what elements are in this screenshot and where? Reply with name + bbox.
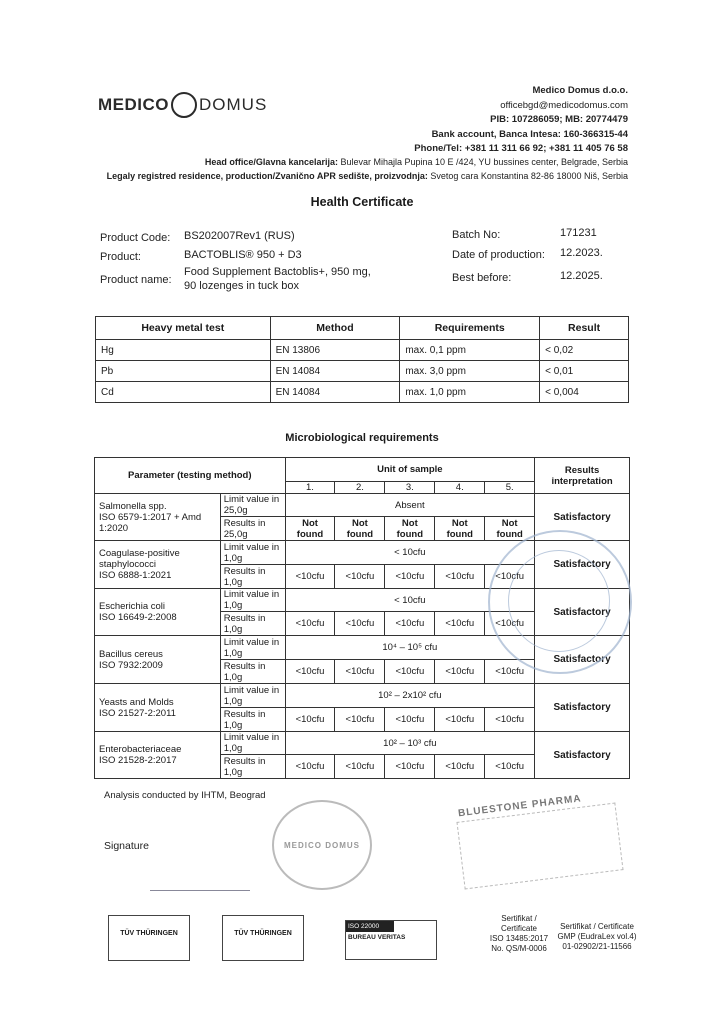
unit-number: 4. bbox=[435, 482, 485, 494]
logo-right-text: DOMUS bbox=[199, 95, 268, 114]
batch-label: Batch No: bbox=[452, 229, 501, 241]
limit-value: 10² – 10³ cfu bbox=[285, 732, 535, 755]
micro-header-row bbox=[95, 458, 630, 482]
parameter-line: ISO 6579-1:2017 + Amd bbox=[99, 511, 202, 523]
result-cell: <10cfu bbox=[435, 660, 485, 684]
limit-value: 10² – 2x10² cfu bbox=[285, 684, 535, 708]
method-value: EN 13806 bbox=[270, 340, 400, 361]
cert-line: No. QS/M-0006 bbox=[491, 944, 547, 953]
company-name: Medico Domus d.o.o. bbox=[532, 85, 628, 96]
result-cell: <10cfu bbox=[385, 660, 435, 684]
result-cell: <10cfu bbox=[385, 708, 435, 732]
parameter-line: 1:2020 bbox=[99, 522, 129, 534]
best-before-value: 12.2025. bbox=[560, 270, 603, 282]
result-cell: <10cfu bbox=[435, 755, 485, 779]
production-date-value: 12.2023. bbox=[560, 247, 603, 259]
parameter-cell bbox=[95, 494, 221, 541]
unit-number: 3. bbox=[385, 482, 435, 494]
document-title: Health Certificate bbox=[310, 195, 414, 209]
parameter-line: ISO 16649-2:2008 bbox=[99, 612, 177, 623]
result-cell: <10cfu bbox=[485, 660, 535, 684]
result-cell: <10cfu bbox=[335, 660, 385, 684]
product-code-label: Product Code: bbox=[100, 232, 171, 244]
parameter-line: Salmonella spp. bbox=[99, 500, 167, 512]
result-cell: <10cfu bbox=[285, 565, 335, 589]
limit-label: Limit value in 1,0g bbox=[220, 684, 285, 708]
result-cell: <10cfu bbox=[335, 755, 385, 779]
tuv-logo-text: TÜV THÜRINGEN bbox=[234, 930, 292, 937]
product-name-line1: Food Supplement Bactoblis+, 950 mg, bbox=[184, 266, 371, 278]
cert-line: Certificate bbox=[500, 924, 537, 933]
result-cell: <10cfu bbox=[335, 708, 385, 732]
heavy-metal-table bbox=[95, 316, 629, 403]
results-interpretation-header: Results interpretation bbox=[535, 458, 630, 494]
legal-residence-label: Legaly registred residence, production/Zvanično APR sedište, proizvodnja: bbox=[106, 171, 428, 181]
interpretation-value: Satisfactory bbox=[535, 684, 630, 732]
product-value: BACTOBLIS® 950 + D3 bbox=[184, 249, 302, 261]
parameter-line: staphylococci bbox=[99, 559, 157, 570]
parameter-cell bbox=[95, 684, 221, 732]
tuv-logo-text: TÜV THÜRINGEN bbox=[120, 930, 178, 937]
result-cell: <10cfu bbox=[385, 612, 435, 636]
interpretation-value: Satisfactory bbox=[535, 541, 630, 589]
heavy-metal-header-row bbox=[96, 317, 629, 340]
result-value: < 0,02 bbox=[540, 340, 629, 361]
results-label: Results in 1,0g bbox=[220, 755, 285, 779]
cert-line: Sertifikat / bbox=[501, 914, 537, 923]
signature-label: Signature bbox=[104, 840, 149, 852]
unit-number: 2. bbox=[335, 482, 385, 494]
result-cell: <10cfu bbox=[285, 755, 335, 779]
product-code-value: BS202007Rev1 (RUS) bbox=[184, 230, 295, 242]
result-cell: Not found bbox=[285, 517, 335, 541]
result-cell: <10cfu bbox=[485, 755, 535, 779]
unit-number: 1. bbox=[285, 482, 335, 494]
table-row bbox=[95, 494, 630, 517]
production-date-label: Date of production: bbox=[452, 249, 545, 261]
iso22000-badge: ISO 22000 bbox=[346, 921, 394, 932]
cert-line: GMP (EudraLex vol.4) bbox=[557, 932, 637, 941]
metal-name: Cd bbox=[96, 382, 271, 403]
product-name-line2: 90 lozenges in tuck box bbox=[184, 280, 299, 292]
result-cell: <10cfu bbox=[485, 612, 535, 636]
result-value: < 0,004 bbox=[540, 382, 629, 403]
interpretation-value: Satisfactory bbox=[535, 494, 630, 541]
company-phone: Phone/Tel: +381 11 311 66 92; +381 11 405 76 58 bbox=[414, 143, 628, 155]
method-header: Method bbox=[270, 317, 400, 340]
results-label: Results in 1,0g bbox=[220, 708, 285, 732]
head-office-value: Bulevar Mihajla Pupina 10 E /424, YU bussines center, Belgrade, Serbia bbox=[337, 157, 628, 167]
parameter-cell bbox=[95, 589, 221, 636]
tuv-logo-1-icon bbox=[108, 915, 190, 961]
results-label: Results in 1,0g bbox=[220, 612, 285, 636]
parameter-line: Yeasts and Molds bbox=[99, 696, 174, 708]
method-value: EN 14084 bbox=[270, 382, 400, 403]
handwritten-signature-icon bbox=[150, 868, 250, 891]
limit-label: Limit value in 1,0g bbox=[220, 636, 285, 660]
company-logo bbox=[98, 92, 267, 118]
company-addresses bbox=[107, 155, 628, 183]
legal-residence-value: Svetog cara Konstantina 82-86 18000 Niš, Serbia bbox=[427, 171, 628, 181]
unit-header: Unit of sample bbox=[285, 458, 535, 482]
metal-name: Pb bbox=[96, 361, 271, 382]
results-label: Results in 1,0g bbox=[220, 565, 285, 589]
requirements-header: Requirements bbox=[400, 317, 540, 340]
requirement-value: max. 0,1 ppm bbox=[400, 340, 540, 361]
analysis-note: Analysis conducted by IHTM, Beograd bbox=[104, 790, 266, 801]
product-label: Product: bbox=[100, 251, 141, 263]
certificate-iso13485 bbox=[478, 914, 560, 954]
parameter-cell bbox=[95, 541, 221, 589]
unit-number: 5. bbox=[485, 482, 535, 494]
result-cell: Not found bbox=[335, 517, 385, 541]
table-row bbox=[96, 382, 629, 403]
result-cell: <10cfu bbox=[485, 565, 535, 589]
parameter-cell bbox=[95, 636, 221, 684]
interpretation-value: Satisfactory bbox=[535, 732, 630, 779]
result-cell: <10cfu bbox=[335, 565, 385, 589]
parameter-line: Coagulase-positive bbox=[99, 548, 180, 559]
result-cell: <10cfu bbox=[285, 612, 335, 636]
result-header: Result bbox=[540, 317, 629, 340]
company-pib: PIB: 107286059; MB: 20774479 bbox=[490, 114, 628, 126]
parameter-line: ISO 21527-2:2011 bbox=[99, 707, 176, 719]
result-cell: <10cfu bbox=[385, 565, 435, 589]
bureau-veritas-logo-icon bbox=[345, 920, 437, 960]
parameter-line: Bacillus cereus bbox=[99, 648, 163, 660]
limit-value: < 10cfu bbox=[285, 589, 535, 612]
result-cell: <10cfu bbox=[335, 612, 385, 636]
result-cell: <10cfu bbox=[485, 708, 535, 732]
result-cell: Not found bbox=[485, 517, 535, 541]
parameter-line: ISO 21528-2:2017 bbox=[99, 755, 177, 766]
official-stamp-inner-icon bbox=[508, 550, 610, 652]
metal-name: Hg bbox=[96, 340, 271, 361]
result-cell: <10cfu bbox=[435, 708, 485, 732]
result-cell: <10cfu bbox=[435, 612, 485, 636]
parameter-line: Enterobacteriaceae bbox=[99, 744, 182, 755]
results-label: Results in 25,0g bbox=[220, 517, 285, 541]
limit-value: < 10cfu bbox=[285, 541, 535, 565]
parameter-line: ISO 6888-1:2021 bbox=[99, 570, 172, 581]
logo-left-text: MEDICO bbox=[98, 95, 169, 114]
bluestone-stamp: BLUESTONE PHARMA bbox=[457, 793, 583, 820]
limit-value: Absent bbox=[285, 494, 535, 517]
company-seal-icon bbox=[272, 800, 372, 890]
bureau-veritas-text: BUREAU VERITAS bbox=[348, 934, 406, 941]
tuv-logo-2-icon bbox=[222, 915, 304, 961]
table-row bbox=[95, 684, 630, 708]
best-before-label: Best before: bbox=[452, 272, 512, 284]
parameter-line: Escherichia coli bbox=[99, 601, 165, 612]
limit-label: Limit value in 1,0g bbox=[220, 732, 285, 755]
company-header bbox=[414, 84, 628, 157]
parameter-cell bbox=[95, 732, 221, 779]
table-row bbox=[96, 340, 629, 361]
certificate-gmp bbox=[552, 922, 642, 952]
parameter-header: Parameter (testing method) bbox=[95, 458, 286, 494]
interpretation-value: Satisfactory bbox=[535, 589, 630, 636]
cert-line: 01-02902/21-11566 bbox=[562, 942, 632, 951]
result-cell: <10cfu bbox=[385, 755, 435, 779]
results-label: Results in 1,0g bbox=[220, 660, 285, 684]
result-value: < 0,01 bbox=[540, 361, 629, 382]
head-office-label: Head office/Glavna kancelarija: bbox=[204, 157, 338, 167]
limit-label: Limit value in 25,0g bbox=[220, 494, 285, 517]
company-bank: Bank account, Banca Intesa: 160-366315-44 bbox=[431, 128, 628, 140]
product-name-label: Product name: bbox=[100, 274, 172, 286]
cert-line: Sertifikat / Certificate bbox=[560, 922, 634, 931]
result-cell: <10cfu bbox=[285, 708, 335, 732]
micro-title: Microbiological requirements bbox=[285, 432, 439, 444]
requirement-value: max. 1,0 ppm bbox=[400, 382, 540, 403]
seal-text: MEDICO DOMUS bbox=[284, 840, 360, 850]
limit-label: Limit value in 1,0g bbox=[220, 541, 285, 565]
interpretation-value: Satisfactory bbox=[535, 636, 630, 684]
result-cell: Not found bbox=[385, 517, 435, 541]
requirement-value: max. 3,0 ppm bbox=[400, 361, 540, 382]
table-row bbox=[96, 361, 629, 382]
limit-value: 10⁴ – 10⁵ cfu bbox=[285, 636, 535, 660]
cert-line: ISO 13485:2017 bbox=[489, 934, 549, 943]
result-cell: <10cfu bbox=[285, 660, 335, 684]
result-cell: Not found bbox=[435, 517, 485, 541]
table-row bbox=[95, 732, 630, 755]
method-value: EN 14084 bbox=[270, 361, 400, 382]
heavy-metal-header: Heavy metal test bbox=[96, 317, 271, 340]
limit-label: Limit value in 1,0g bbox=[220, 589, 285, 612]
company-email: officebgd@medicodomus.com bbox=[500, 99, 628, 111]
result-cell: <10cfu bbox=[435, 565, 485, 589]
logo-divider-icon bbox=[171, 92, 197, 118]
parameter-line: ISO 7932:2009 bbox=[99, 659, 163, 671]
batch-value: 171231 bbox=[560, 227, 597, 239]
